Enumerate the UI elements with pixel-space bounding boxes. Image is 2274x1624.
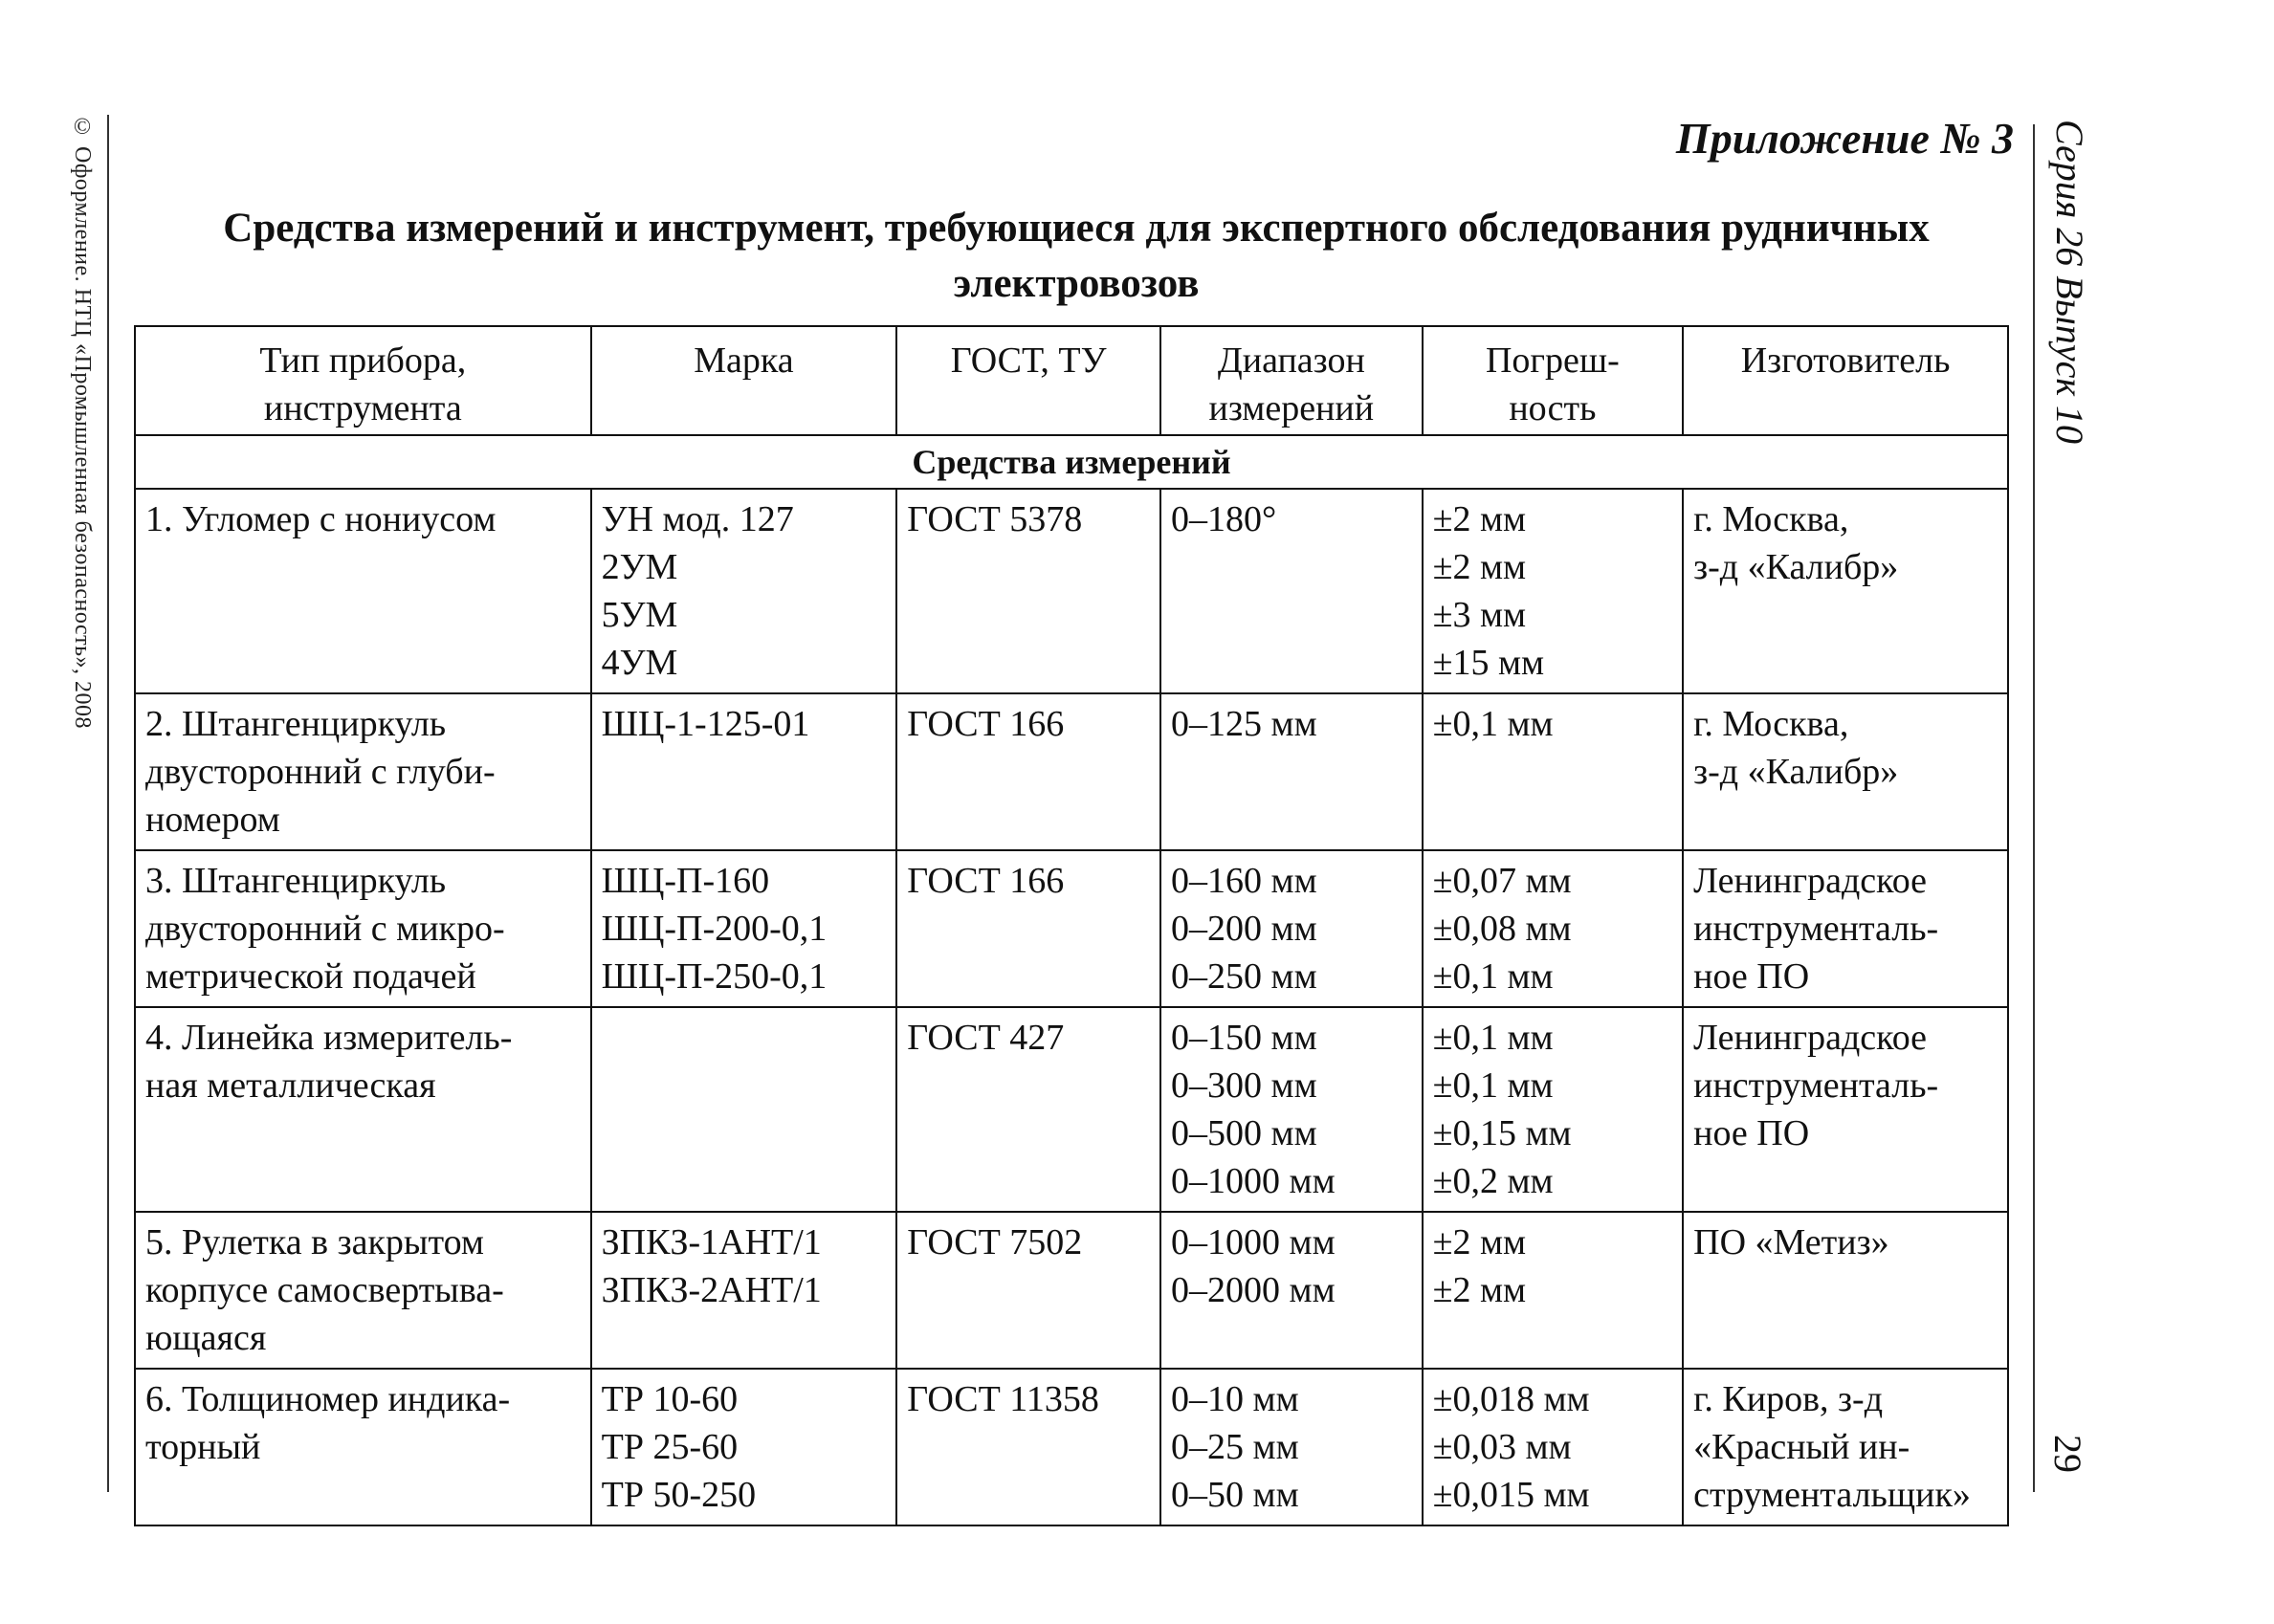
cell-line: ГОСТ 427	[907, 1018, 1065, 1058]
cell-line: 0–300 мм	[1171, 1065, 1317, 1106]
table-row	[135, 850, 2008, 1007]
cell-line: 0–1000 мм	[1171, 1222, 1336, 1262]
cell-line: ное ПО	[1693, 956, 1810, 997]
cell-line: Ленинградское	[1693, 861, 1928, 901]
cell-error	[1423, 489, 1684, 693]
header-error: Погреш- ность	[1423, 326, 1684, 435]
header-range: Диапазон измерений	[1160, 326, 1423, 435]
cell-line: 0–200 мм	[1171, 909, 1317, 949]
cell-type	[135, 1007, 591, 1212]
cell-line: ная металлическая	[145, 1065, 436, 1106]
cell-gost	[896, 1369, 1160, 1525]
page-title	[144, 201, 2009, 312]
cell-range	[1160, 1369, 1423, 1525]
cell-maker	[1683, 1212, 2008, 1369]
header-type: Тип прибора, инструмента	[135, 326, 591, 435]
page-title-line-2: электровозов	[953, 261, 1200, 306]
cell-line: 4. Линейка измеритель-	[145, 1018, 513, 1058]
cell-range	[1160, 489, 1423, 693]
cell-line: 0–125 мм	[1171, 704, 1317, 744]
cell-maker	[1683, 693, 2008, 850]
cell-line: 3. Штангенциркуль	[145, 861, 447, 901]
cell-line: ГОСТ 166	[907, 704, 1065, 744]
series-vertical: Серия 26 Выпуск 10	[2048, 120, 2091, 445]
left-margin-rule	[107, 115, 109, 1492]
cell-line: 0–10 мм	[1171, 1379, 1299, 1419]
table-row	[135, 693, 2008, 850]
cell-line: ±0,08 мм	[1432, 909, 1572, 949]
cell-brand	[591, 850, 897, 1007]
cell-line: двусторонний с микро-	[145, 909, 505, 949]
cell-line: 1. Угломер с нониусом	[145, 499, 497, 539]
cell-line: г. Москва,	[1693, 704, 1849, 744]
cell-line: з-д «Калибр»	[1693, 547, 1899, 587]
cell-gost	[896, 850, 1160, 1007]
page-title-line-1: Средства измерений и инструмент, требующиеся для экспертного обследования рудничных	[223, 206, 1930, 251]
cell-line: 0–150 мм	[1171, 1018, 1317, 1058]
cell-gost	[896, 1007, 1160, 1212]
cell-line: «Красный ин-	[1693, 1427, 1910, 1467]
copyright-vertical: © Оформление. НТЦ «Промышленная безопасность», 2008	[70, 115, 95, 730]
cell-line: метрической подачей	[145, 956, 476, 997]
table-row	[135, 489, 2008, 693]
table-row	[135, 1369, 2008, 1525]
cell-line: ШЦ-1-125-01	[601, 704, 810, 744]
cell-line: 5УМ	[601, 595, 678, 635]
cell-line: ±2 мм	[1432, 1270, 1527, 1310]
cell-range	[1160, 1007, 1423, 1212]
cell-brand	[591, 1369, 897, 1525]
instruments-table	[134, 325, 2009, 1526]
cell-line: 4УМ	[601, 643, 678, 683]
cell-line: двусторонний с глуби-	[145, 752, 496, 792]
cell-maker	[1683, 850, 2008, 1007]
cell-line: ±0,03 мм	[1432, 1427, 1572, 1467]
cell-line: ГОСТ 7502	[907, 1222, 1083, 1262]
cell-gost	[896, 489, 1160, 693]
table-row	[135, 1007, 2008, 1212]
cell-line: торный	[145, 1427, 261, 1467]
cell-line: ±2 мм	[1432, 547, 1527, 587]
cell-brand	[591, 693, 897, 850]
cell-line: ГОСТ 166	[907, 861, 1065, 901]
section-label: Средства измерений	[135, 435, 2008, 489]
cell-line: корпусе самосвертыва-	[145, 1270, 504, 1310]
cell-line: г. Киров, з-д	[1693, 1379, 1884, 1419]
cell-line: ТР 50-250	[601, 1475, 757, 1515]
cell-line: ПО «Метиз»	[1693, 1222, 1889, 1262]
cell-line: 2. Штангенциркуль	[145, 704, 447, 744]
cell-line: 0–1000 мм	[1171, 1161, 1336, 1201]
cell-line: г. Москва,	[1693, 499, 1849, 539]
cell-line: 2УМ	[601, 547, 678, 587]
cell-type	[135, 693, 591, 850]
cell-line: ТР 10-60	[601, 1379, 739, 1419]
cell-line: ±3 мм	[1432, 595, 1527, 635]
cell-error	[1423, 1369, 1684, 1525]
cell-range	[1160, 693, 1423, 850]
cell-line: 0–500 мм	[1171, 1113, 1317, 1153]
cell-error	[1423, 850, 1684, 1007]
cell-line: ±0,15 мм	[1432, 1113, 1572, 1153]
cell-line: ±0,1 мм	[1432, 956, 1554, 997]
cell-line: ±0,1 мм	[1432, 1065, 1554, 1106]
cell-line: 0–160 мм	[1171, 861, 1317, 901]
cell-line: ШЦ-П-200-0,1	[601, 909, 828, 949]
cell-error	[1423, 1007, 1684, 1212]
cell-gost	[896, 693, 1160, 850]
cell-gost	[896, 1212, 1160, 1369]
cell-type	[135, 1212, 591, 1369]
cell-line: ШЦ-П-250-0,1	[601, 956, 828, 997]
cell-line: ЗПКЗ-1АНТ/1	[601, 1222, 822, 1262]
table-header-row	[135, 326, 2008, 435]
cell-line: ±15 мм	[1432, 643, 1545, 683]
cell-range	[1160, 850, 1423, 1007]
cell-line: 0–2000 мм	[1171, 1270, 1336, 1310]
cell-brand	[591, 1007, 897, 1212]
cell-line: ГОСТ 5378	[907, 499, 1083, 539]
cell-line: инструменталь-	[1693, 1065, 1939, 1106]
header-gost: ГОСТ, ТУ	[896, 326, 1160, 435]
cell-line: 0–250 мм	[1171, 956, 1317, 997]
cell-error	[1423, 693, 1684, 850]
cell-maker	[1683, 1369, 2008, 1525]
cell-line: 0–50 мм	[1171, 1475, 1299, 1515]
section-row	[135, 435, 2008, 489]
header-brand: Марка	[591, 326, 897, 435]
cell-line: ШЦ-П-160	[601, 861, 770, 901]
cell-line: ±2 мм	[1432, 499, 1527, 539]
cell-line: ±2 мм	[1432, 1222, 1527, 1262]
cell-line: номером	[145, 800, 280, 840]
cell-range	[1160, 1212, 1423, 1369]
header-maker: Изготовитель	[1683, 326, 2008, 435]
right-margin-rule	[2033, 124, 2035, 1492]
cell-line: ЗПКЗ-2АНТ/1	[601, 1270, 822, 1310]
cell-line: инструменталь-	[1693, 909, 1939, 949]
appendix-label: Приложение № 3	[1675, 114, 2014, 163]
table-row	[135, 1212, 2008, 1369]
cell-line: ±0,1 мм	[1432, 704, 1554, 744]
cell-maker	[1683, 489, 2008, 693]
cell-line: з-д «Калибр»	[1693, 752, 1899, 792]
cell-line: струментальщик»	[1693, 1475, 1971, 1515]
cell-line: ющаяся	[145, 1318, 267, 1358]
cell-line: ное ПО	[1693, 1113, 1810, 1153]
cell-line: 6. Толщиномер индика-	[145, 1379, 511, 1419]
cell-line: ±0,018 мм	[1432, 1379, 1590, 1419]
cell-line: ±0,1 мм	[1432, 1018, 1554, 1058]
cell-line: 0–25 мм	[1171, 1427, 1299, 1467]
cell-type	[135, 489, 591, 693]
cell-brand	[591, 1212, 897, 1369]
cell-line: ±0,2 мм	[1432, 1161, 1554, 1201]
page-number: 29	[2046, 1435, 2089, 1473]
cell-maker	[1683, 1007, 2008, 1212]
cell-type	[135, 1369, 591, 1525]
cell-line: ±0,07 мм	[1432, 861, 1572, 901]
cell-line: Ленинградское	[1693, 1018, 1928, 1058]
cell-line: УН мод. 127	[601, 499, 794, 539]
cell-line: ТР 25-60	[601, 1427, 739, 1467]
cell-brand	[591, 489, 897, 693]
cell-line: 5. Рулетка в закрытом	[145, 1222, 484, 1262]
cell-line: ±0,015 мм	[1432, 1475, 1590, 1515]
cell-error	[1423, 1212, 1684, 1369]
cell-line: ГОСТ 11358	[907, 1379, 1099, 1419]
cell-type	[135, 850, 591, 1007]
cell-line: 0–180°	[1171, 499, 1277, 539]
